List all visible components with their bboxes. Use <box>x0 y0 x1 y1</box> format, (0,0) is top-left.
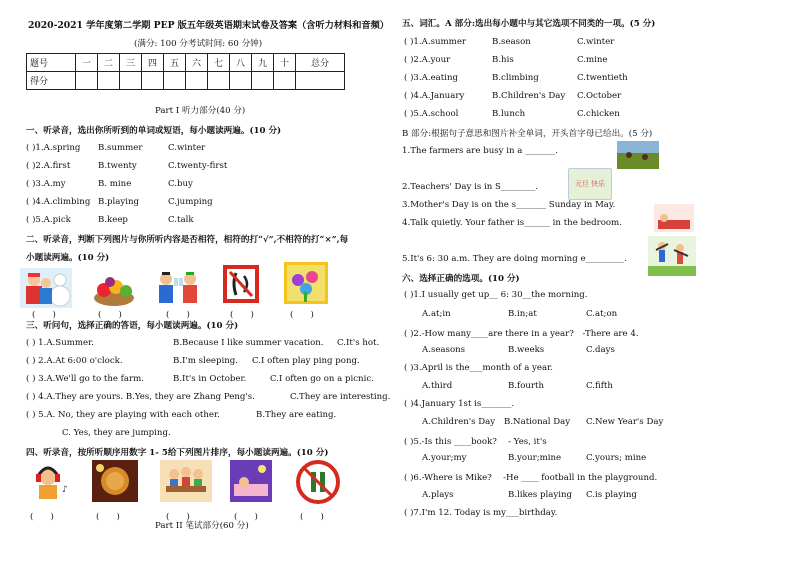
score-input-cell[interactable] <box>208 72 230 90</box>
option-c: C.at;on <box>586 309 618 319</box>
question-stem: ( )2.-How many____are there in a year? -There are 4. <box>404 329 639 339</box>
option-c: C.is playing <box>586 490 637 500</box>
option-b: B.lunch <box>492 109 526 119</box>
option-c: C.days <box>586 345 615 355</box>
section5-heading: 五、词汇。A 部分:选出每小题中与其它选项不同类的一项。(5 分) <box>402 19 656 29</box>
question-stem: ( )1.A.spring <box>26 143 81 153</box>
no-phone-sign-image <box>222 264 260 304</box>
flower-card-image <box>284 262 328 304</box>
score-cell: 三 <box>120 54 142 72</box>
option-b: B.in;at <box>508 309 537 319</box>
fill-blank-sentence: 1.The farmers are busy in a _______. <box>402 146 558 156</box>
score-cell: 题号 <box>27 54 76 72</box>
score-cell: 一 <box>76 54 98 72</box>
fill-blank-sentence: 4.Talk quietly. Your father is______ in the bedroom. <box>402 218 622 228</box>
section1-heading: 一、听录音，选出你所听到的单词或短语，每小题读两遍。(10 分) <box>26 126 282 136</box>
option-b: B.Children's Day <box>492 91 566 101</box>
girl-headphones-image <box>26 462 72 500</box>
option-c: C.jumping <box>168 197 213 207</box>
option-a: A.seasons <box>422 345 466 355</box>
question-stem: ( )7.I'm 12. Today is my___birthday. <box>404 508 558 518</box>
option-b: B.It's in October. <box>173 374 247 384</box>
option-c: C.twenty-first <box>168 161 228 171</box>
question-stem: ( )5.A.school <box>404 109 459 119</box>
option-b: B.your;mine <box>508 453 562 463</box>
option-c: C.New Year's Day <box>586 417 664 427</box>
score-input-cell[interactable] <box>76 72 98 90</box>
score-table-header-row <box>27 54 345 72</box>
question-stem: ( ) 2.A.At 6:00 o'clock. <box>26 356 123 366</box>
option-c: C.I often play ping pong. <box>252 356 360 366</box>
score-table-score-row <box>27 72 345 90</box>
question-stem: ( ) 3.A.We'll go to the farm. <box>26 374 144 384</box>
fill-blank-sentence: 2.Teachers' Day is in S________. <box>402 182 539 192</box>
option-c: C.winter <box>577 37 615 47</box>
option-b: B.fourth <box>508 381 545 391</box>
children-snowman-image <box>20 268 72 308</box>
option-b: B.summer <box>98 143 143 153</box>
sleeping-child-image <box>230 460 272 502</box>
score-input-cell[interactable] <box>296 72 345 90</box>
score-input-cell[interactable] <box>252 72 274 90</box>
page-subtitle: (满分: 100 分考试时间: 60 分钟) <box>134 39 263 49</box>
option-c: C.yours; mine <box>586 453 647 463</box>
option-b: B.his <box>492 55 514 65</box>
score-cell: 总分 <box>296 54 345 72</box>
question-stem: ( )6.-Where is Mike? -He ____ football in the playground. <box>404 473 658 483</box>
question-stem: ( )3.A.my <box>26 179 66 189</box>
part1-title: Part I 听力部分(40 分) <box>155 106 246 116</box>
score-table <box>26 53 345 90</box>
score-cell: 九 <box>252 54 274 72</box>
fill-blank-sentence: 3.Mother's Day is on the s_______ Sunday in May. <box>402 200 616 210</box>
score-input-cell[interactable] <box>120 72 142 90</box>
option-a: A.Children's Day <box>422 417 496 427</box>
score-input-cell[interactable] <box>274 72 296 90</box>
answer-blank[interactable]: ( ) <box>166 310 190 320</box>
score-cell: 八 <box>230 54 252 72</box>
question-stem: ( )2.A.your <box>404 55 451 65</box>
option-a: A.at;in <box>422 309 451 319</box>
part2-title: Part II 笔试部分(60 分) <box>155 521 249 531</box>
option-b: B.playing <box>98 197 140 207</box>
answer-blank[interactable]: ( ) <box>166 512 190 522</box>
option-b: B. mine <box>98 179 132 189</box>
answer-blank[interactable]: ( ) <box>32 310 56 320</box>
option-b: B.They are eating. <box>256 410 337 420</box>
fruit-basket-image <box>90 268 138 308</box>
option-c: C.talk <box>168 215 194 225</box>
answer-blank[interactable]: ( ) <box>300 512 324 522</box>
question-stem: ( ) 5.A. No, they are playing with each other. <box>26 410 220 420</box>
answer-blank[interactable]: ( ) <box>234 512 258 522</box>
section4-heading: 四、听录音，按所听顺序用数字 1- 5给下列图片排序，每小题读两遍。(10 分) <box>26 448 329 458</box>
option-b: B.climbing <box>492 73 539 83</box>
option-a: A.plays <box>422 490 454 500</box>
score-input-cell[interactable] <box>186 72 208 90</box>
option-c: C.chicken <box>577 109 620 119</box>
family-dinner-image <box>160 460 212 502</box>
answer-blank[interactable]: ( ) <box>96 512 120 522</box>
option-b: B.likes playing <box>508 490 572 500</box>
holiday-card-image <box>568 168 612 200</box>
score-input-cell[interactable] <box>164 72 186 90</box>
score-cell: 得分 <box>27 72 76 90</box>
score-input-cell[interactable] <box>142 72 164 90</box>
option-c: C.It's hot. <box>337 338 380 348</box>
score-input-cell[interactable] <box>98 72 120 90</box>
section3-heading: 三、听问句，选择正确的答语，每小题读两遍。(10 分) <box>26 321 239 331</box>
mooncake-image <box>92 460 138 502</box>
page-title: 2020-2021 学年度第二学期 PEP 版五年级英语期末试卷及答案（含听力材料和音频） <box>28 20 389 31</box>
morning-exercise-image <box>648 236 696 276</box>
question-stem: ( )1.I usually get up__ 6: 30__the morning. <box>404 290 588 300</box>
section6-heading: 六、选择正确的选项。(10 分) <box>402 274 520 284</box>
section2-heading-line1: 二、听录音，判断下列图片与你所听内容是否相符，相符的打“√”,不相符的打“×”,每 <box>26 235 349 245</box>
question-stem: ( )5.A.pick <box>26 215 71 225</box>
option-a: A.your;my <box>422 453 467 463</box>
kids-drinking-image <box>152 268 208 310</box>
score-cell: 十 <box>274 54 296 72</box>
score-cell: 四 <box>142 54 164 72</box>
answer-blank[interactable]: ( ) <box>30 512 54 522</box>
answer-blank[interactable]: ( ) <box>290 310 314 320</box>
fill-blank-sentence: 5.It's 6: 30 a.m. They are doing morning e_________. <box>402 254 627 264</box>
question-stem: ( )5.-Is this ____book? - Yes, it's <box>404 437 547 447</box>
answer-blank[interactable]: ( ) <box>98 310 122 320</box>
score-input-cell[interactable] <box>230 72 252 90</box>
sleeping-father-image <box>654 204 694 232</box>
score-cell: 六 <box>186 54 208 72</box>
option-b: B.Because I like summer vacation. <box>173 338 324 348</box>
question-stem: ( ) 4.A.They are yours. B.Yes, they are Zhang Peng's. <box>26 392 255 402</box>
option-c: C.I often go on a picnic. <box>270 374 374 384</box>
answer-blank[interactable]: ( ) <box>230 310 254 320</box>
option-c: C.fifth <box>586 381 613 391</box>
section5b-heading: B 部分:根据句子意思和图片补全单词，开头首字母已给出。(5 分) <box>402 129 653 139</box>
section2-heading-line2: 小题读两遍。(10 分) <box>26 253 110 263</box>
option-c: C.twentieth <box>577 73 628 83</box>
score-cell: 七 <box>208 54 230 72</box>
question-stem: ( )1.A.summer <box>404 37 467 47</box>
option-a: A.third <box>422 381 453 391</box>
option-b: B.twenty <box>98 161 137 171</box>
question-stem: ( )2.A.first <box>26 161 71 171</box>
score-cell: 五 <box>164 54 186 72</box>
option-c: C.October <box>577 91 622 101</box>
score-cell: 二 <box>98 54 120 72</box>
option-b: B.keep <box>98 215 128 225</box>
option-b: B.weeks <box>508 345 545 355</box>
option-c: C.buy <box>168 179 193 189</box>
question-stem: ( )4.A.climbing <box>26 197 91 207</box>
svg-text:♪: ♪ <box>62 485 68 495</box>
option-c: C.mine <box>577 55 608 65</box>
question-stem: ( )4.A.January <box>404 91 465 101</box>
option-c: C.They are interesting. <box>290 392 391 402</box>
holiday-card-text: 元旦 快乐 <box>574 180 606 188</box>
no-entry-sign-image <box>296 460 340 504</box>
question-stem: ( )3.April is the___month of a year. <box>404 363 554 373</box>
farm-field-image <box>617 141 659 169</box>
question-stem: ( ) 1.A.Summer. <box>26 338 95 348</box>
option-c: C.winter <box>168 143 206 153</box>
option-b: B.season <box>492 37 531 47</box>
question-stem: ( )3.A.eating <box>404 73 459 83</box>
option-b: B.National Day <box>504 417 571 427</box>
question-stem: ( )4.January 1st is_______. <box>404 399 515 409</box>
option-b: B.I'm sleeping. <box>173 356 239 366</box>
option-c: C. Yes, they are jumping. <box>62 428 171 438</box>
